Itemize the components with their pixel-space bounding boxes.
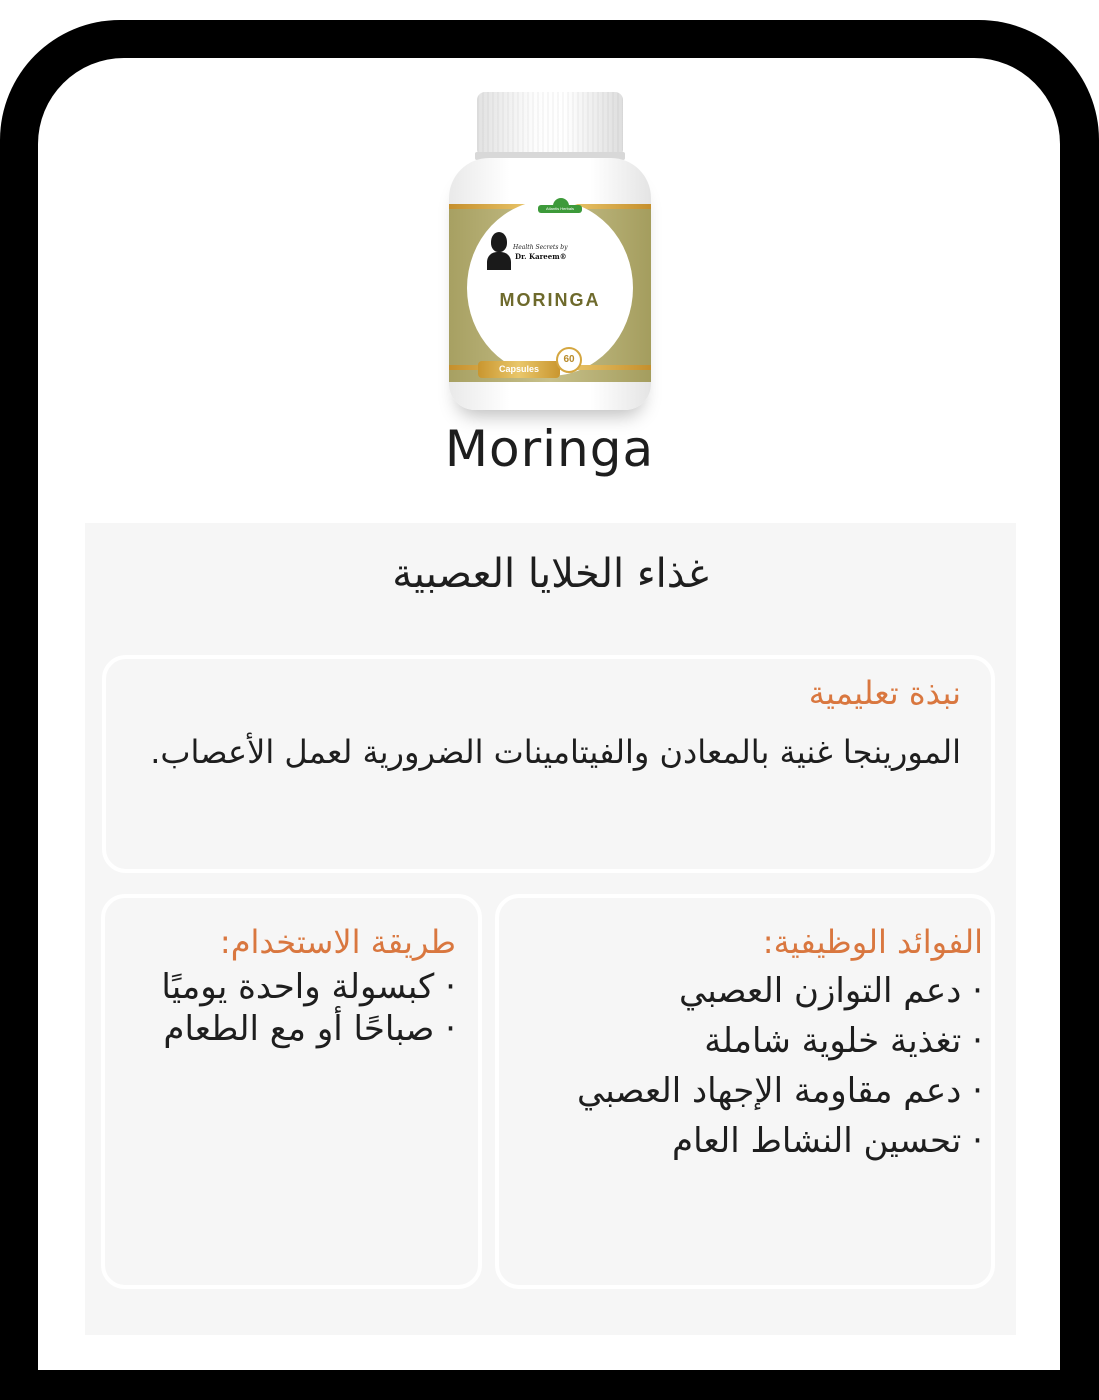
about-card [102,655,995,873]
info-panel [85,523,1016,1335]
benefits-list [513,966,983,1166]
benefits-title: الفوائد الوظيفية: [762,923,983,961]
about-text: المورينجا غنية بالمعادن والفيتامينات الضرورية لعمل الأعصاب. [150,733,961,771]
bottle-cap [477,92,623,154]
usage-title: طريقة الاستخدام: [219,923,456,961]
list-item: · تحسين النشاط العام [513,1116,983,1166]
benefits-card [495,894,995,1289]
portrait-head [491,232,507,252]
list-item: · كبسولة واحدة يوميًا [119,966,456,1008]
brand-logo: Atlantis Herbals [538,205,582,213]
capsules-badge: Capsules [478,361,560,378]
usage-list [119,966,456,1050]
panel-heading: غذاء الخلايا العصبية [392,551,709,597]
list-item: · دعم التوازن العصبي [513,966,983,1016]
list-item: · صباحًا أو مع الطعام [119,1008,456,1050]
about-title: نبذة تعليمية [808,674,961,712]
endorser-name: Dr. Kareem® [515,252,567,261]
endorsement-script: Health Secrets by [513,244,568,251]
portrait-shoulders [487,252,511,270]
usage-card [101,894,482,1289]
list-item: · دعم مقاومة الإجهاد العصبي [513,1066,983,1116]
capsule-count: 60 [556,347,582,373]
list-item: · تغذية خلوية شاملة [513,1016,983,1066]
bottle-product-name: MORINGA [499,290,601,310]
product-title: Moringa [444,420,655,478]
portrait-icon [487,232,511,272]
